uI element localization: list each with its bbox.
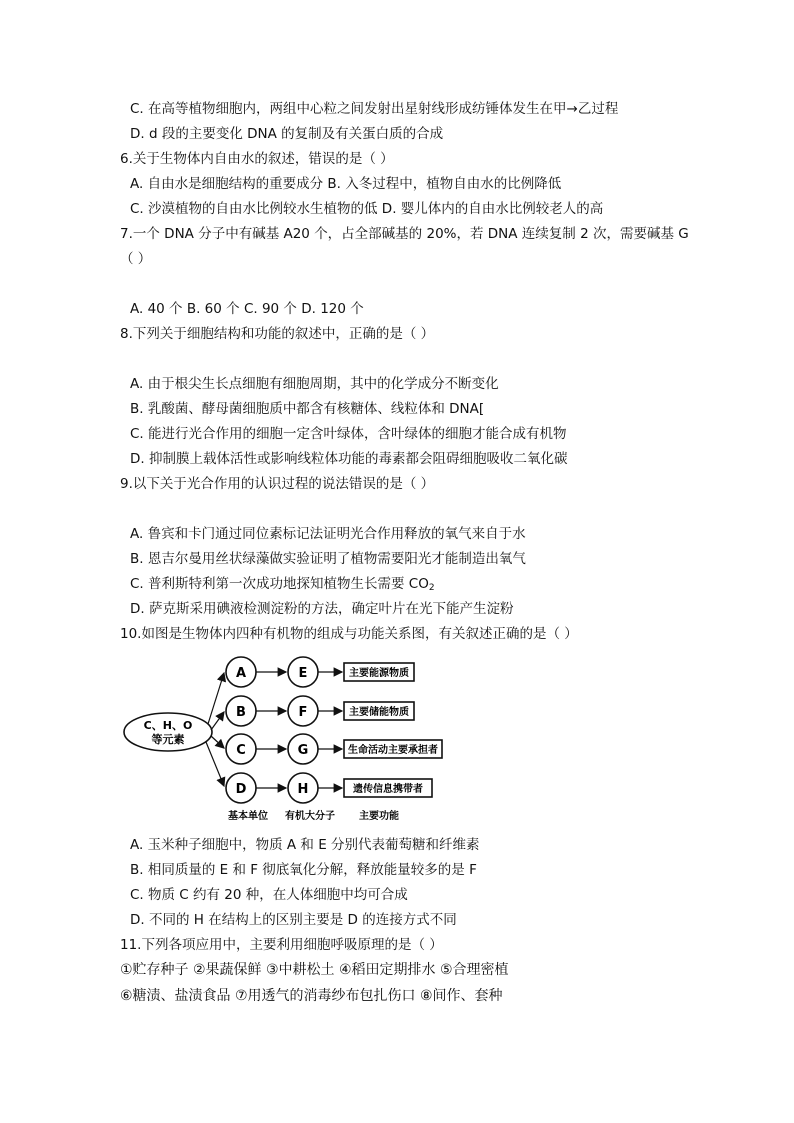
function-f-label: 主要储能物质 bbox=[349, 707, 409, 718]
question-8: 8.下列关于细胞结构和功能的叙述中，正确的是（ ） bbox=[120, 326, 435, 342]
option-c-prev: C. 在高等植物细胞内，两组中心粒之间发射出星射线形成纺锤体发生在甲→乙过程 bbox=[130, 101, 619, 117]
function-e-label: 主要能源物质 bbox=[349, 668, 409, 679]
question-9-option-d: D. 萨克斯采用碘液检测淀粉的方法，确定叶片在光下能产生淀粉 bbox=[130, 601, 514, 617]
co2-subscript: 2 bbox=[428, 583, 435, 593]
question-8-option-a: A. 由于根尖生长点细胞有细胞周期，其中的化学成分不断变化 bbox=[130, 376, 499, 392]
col-label-function: 主要功能 bbox=[359, 811, 399, 822]
question-7-bracket: （ ） bbox=[120, 251, 152, 267]
arrow-to-b bbox=[211, 712, 224, 730]
question-9-option-b: B. 恩吉尔曼用丝状绿藻做实验证明了植物需要阳光才能制造出氧气 bbox=[130, 551, 526, 567]
option-d-prev: D. d 段的主要变化 DNA 的复制及有关蛋白质的合成 bbox=[130, 126, 444, 142]
macro-f-label: F bbox=[298, 705, 308, 720]
arrow-to-a bbox=[208, 673, 224, 724]
question-10: 10.如图是生物体内四种有机物的组成与功能关系图，有关叙述正确的是（ ） bbox=[120, 626, 578, 642]
question-9: 9.以下关于光合作用的认识过程的说法错误的是（ ） bbox=[120, 476, 435, 492]
arrow-to-d bbox=[206, 742, 224, 786]
question-9-option-c: C. 普利斯特利第一次成功地探知植物生长需要 $CO_2$ bbox=[130, 576, 435, 593]
macro-g-label: G bbox=[297, 743, 309, 758]
elements-label-2: 等元素 bbox=[151, 733, 185, 746]
question-6-options-cd: C. 沙漠植物的自由水比例较水生植物的低 D. 婴儿体内的自由水比例较老人的高 bbox=[130, 201, 604, 217]
unit-d-label: D bbox=[235, 782, 247, 797]
elements-label-1: C、H、O bbox=[143, 719, 193, 732]
function-h-label: 遗传信息携带者 bbox=[353, 784, 423, 795]
question-6: 6.关于生物体内自由水的叙述，错误的是（ ） bbox=[120, 151, 394, 167]
arrow-to-c bbox=[211, 736, 224, 748]
organic-matter-diagram bbox=[120, 652, 460, 824]
question-8-option-c: C. 能进行光合作用的细胞一定含叶绿体，含叶绿体的细胞才能合成有机物 bbox=[130, 426, 567, 442]
col-label-macro: 有机大分子 bbox=[285, 811, 335, 822]
function-g-label: 生命活动主要承担者 bbox=[348, 745, 438, 756]
macro-e-label: E bbox=[298, 666, 308, 681]
question-10-option-c: C. 物质 C 约有 20 种，在人体细胞中均可合成 bbox=[130, 887, 408, 903]
unit-c-label: C bbox=[236, 743, 246, 758]
unit-b-label: B bbox=[236, 705, 246, 720]
question-10-option-a: A. 玉米种子细胞中，物质 A 和 E 分别代表葡萄糖和纤维素 bbox=[130, 837, 480, 853]
macro-h-label: H bbox=[297, 782, 309, 797]
question-7: 7.一个 DNA 分子中有碱基 A20 个，占全部碱基的 20%，若 DNA 连续复制 2 次，需要碱基 G bbox=[120, 226, 689, 242]
question-7-options: A. 40 个 B. 60 个 C. 90 个 D. 120 个 bbox=[130, 301, 364, 317]
col-label-units: 基本单位 bbox=[228, 811, 268, 822]
question-9-option-a: A. 鲁宾和卡门通过同位素标记法证明光合作用释放的氧气来自于水 bbox=[130, 526, 526, 542]
question-11: 11.下列各项应用中，主要利用细胞呼吸原理的是（ ） bbox=[120, 937, 443, 953]
question-8-option-d: D. 抑制膜上载体活性或影响线粒体功能的毒素都会阻碍细胞吸收二氧化碳 bbox=[130, 451, 568, 467]
question-8-option-b: B. 乳酸菌、酵母菌细胞质中都含有核糖体、线粒体和 DNA[ bbox=[130, 401, 485, 417]
question-6-options-ab: A. 自由水是细胞结构的重要成分 B. 入冬过程中，植物自由水的比例降低 bbox=[130, 176, 562, 192]
question-10-option-d: D. 不同的 H 在结构上的区别主要是 D 的连接方式不同 bbox=[130, 912, 457, 928]
question-10-option-b: B. 相同质量的 E 和 F 彻底氧化分解，释放能量较多的是 F bbox=[130, 862, 477, 878]
question-11-items-2: ⑥糖渍、盐渍食品 ⑦用透气的消毒纱布包扎伤口 ⑧间作、套种 bbox=[120, 988, 503, 1004]
question-11-items-1: ①贮存种子 ②果蔬保鲜 ③中耕松土 ④稻田定期排水 ⑤合理密植 bbox=[120, 962, 509, 978]
unit-a-label: A bbox=[235, 666, 247, 681]
